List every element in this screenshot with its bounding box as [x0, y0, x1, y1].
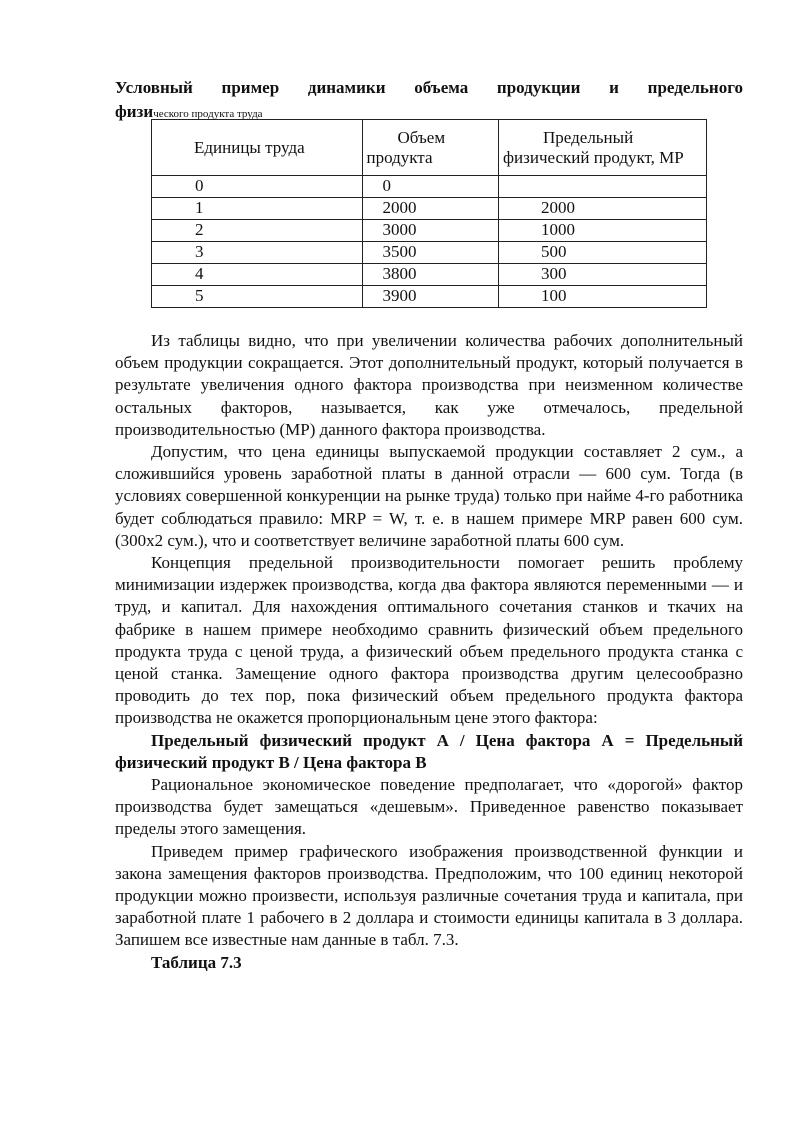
header-labor-units: Единицы труда: [152, 120, 363, 176]
cell-output: 3500: [362, 242, 499, 264]
cell-labor-units: 3: [152, 242, 363, 264]
header-marginal-product: [499, 120, 707, 176]
body-text: [115, 330, 743, 974]
cell-marginal-product: 300: [499, 264, 707, 286]
paragraph-marginal-productivity-concept: Концепция предельной производительности помогает решить проблему минимизации издержек производства, когда два фактора являются переменными — и труд, и капитал. Для нахождения оптимального сочетания станков и ткачих на фабрике в нашем примере необходимо сравнить физический объем предельного продукта труда с ценой труда, а физический объем предельного продукта станка с ценой станка. Замещение одного фактора производства другим целесообразно проводить до тех пор, пока физический объем предельного продукта фактора производства не окажется пропорциональным цене этого фактора:: [115, 553, 743, 728]
cell-labor-units: 2: [152, 220, 363, 242]
cell-marginal-product: [499, 176, 707, 198]
caption-line-1: Условный пример динамики объема продукции и предельного: [115, 78, 743, 97]
table-row: [152, 176, 707, 198]
caption-line-2-small: ческого продукта труда: [153, 108, 263, 120]
cell-marginal-product: 2000: [499, 198, 707, 220]
cell-labor-units: 1: [152, 198, 363, 220]
cell-labor-units: 0: [152, 176, 363, 198]
cell-output: 3900: [362, 286, 499, 308]
cell-marginal-product: 500: [499, 242, 707, 264]
paragraph-rational-behavior: Рациональное экономическое поведение предполагает, что «дорогой» фактор производства будет замещаться «дешевым». Приведенное равенство показывает пределы этого замещения.: [115, 775, 743, 839]
cell-marginal-product: 1000: [499, 220, 707, 242]
paragraph-graphic-example: Приведем пример графического изображения производственной функции и закона замещения факторов производства. Предположим, что 100 единиц некоторой продукции можно произвести, используя различные сочетания труда и капитала, при заработной плате 1 рабочего в 2 доллара и стоимости единицы капитала в 3 доллара. Запишем все известные нам данные в табл. 7.3.: [115, 841, 743, 950]
header-mp-line-2: физический продукт, MP: [503, 147, 684, 167]
table-row: [152, 286, 707, 308]
table-row: [152, 264, 707, 286]
table-row: [152, 242, 707, 264]
cell-marginal-product: 100: [499, 286, 707, 308]
cell-labor-units: 5: [152, 286, 363, 308]
table-row: [152, 220, 707, 242]
header-output-volume: [362, 120, 499, 176]
header-output-line-2: продукта: [366, 147, 433, 167]
formula-equal-ratio: Предельный физический продукт А / Цена фактора А = Предельный физический продукт В / Цена фактора В: [115, 730, 743, 772]
header-mp-line-1: Предельный: [543, 127, 634, 147]
table-row: [152, 198, 707, 220]
table-7-3-title: Таблица 7.3: [151, 952, 242, 972]
header-output-line-1: Объем: [397, 127, 446, 147]
cell-output: 3000: [362, 220, 499, 242]
cell-output: 2000: [362, 198, 499, 220]
cell-output: 3800: [362, 264, 499, 286]
cell-labor-units: 4: [152, 264, 363, 286]
paragraph-table-conclusion: Из таблицы видно, что при увеличении количества рабочих дополнительный объем продукции сокращается. Этот дополнительный продукт, который получается в результате увеличения одного фактора производства при неизменном количестве остальных факторов, называется, как уже отмечалось, предельной производительностью (МР) данного фактора производства.: [115, 331, 743, 439]
table-header-row: [152, 120, 707, 176]
cell-output: 0: [362, 176, 499, 198]
caption-line-2-bold: физи: [115, 102, 154, 121]
data-table: [151, 119, 707, 308]
paragraph-mrp-example: Допустим, что цена единицы выпускаемой продукции составляет 2 сум., а сложившийся уровень заработной платы в данной отрасли — 600 сум. Тогда (в условиях совершенной конкуренции на рынке труда) только при найме 4-го работника будет соблюдаться правило: MRP = W, т. е. в нашем примере MRP равен 600 сум. (300х2 сум.), что и соответствует величине заработной платы 600 сум.: [115, 442, 743, 550]
